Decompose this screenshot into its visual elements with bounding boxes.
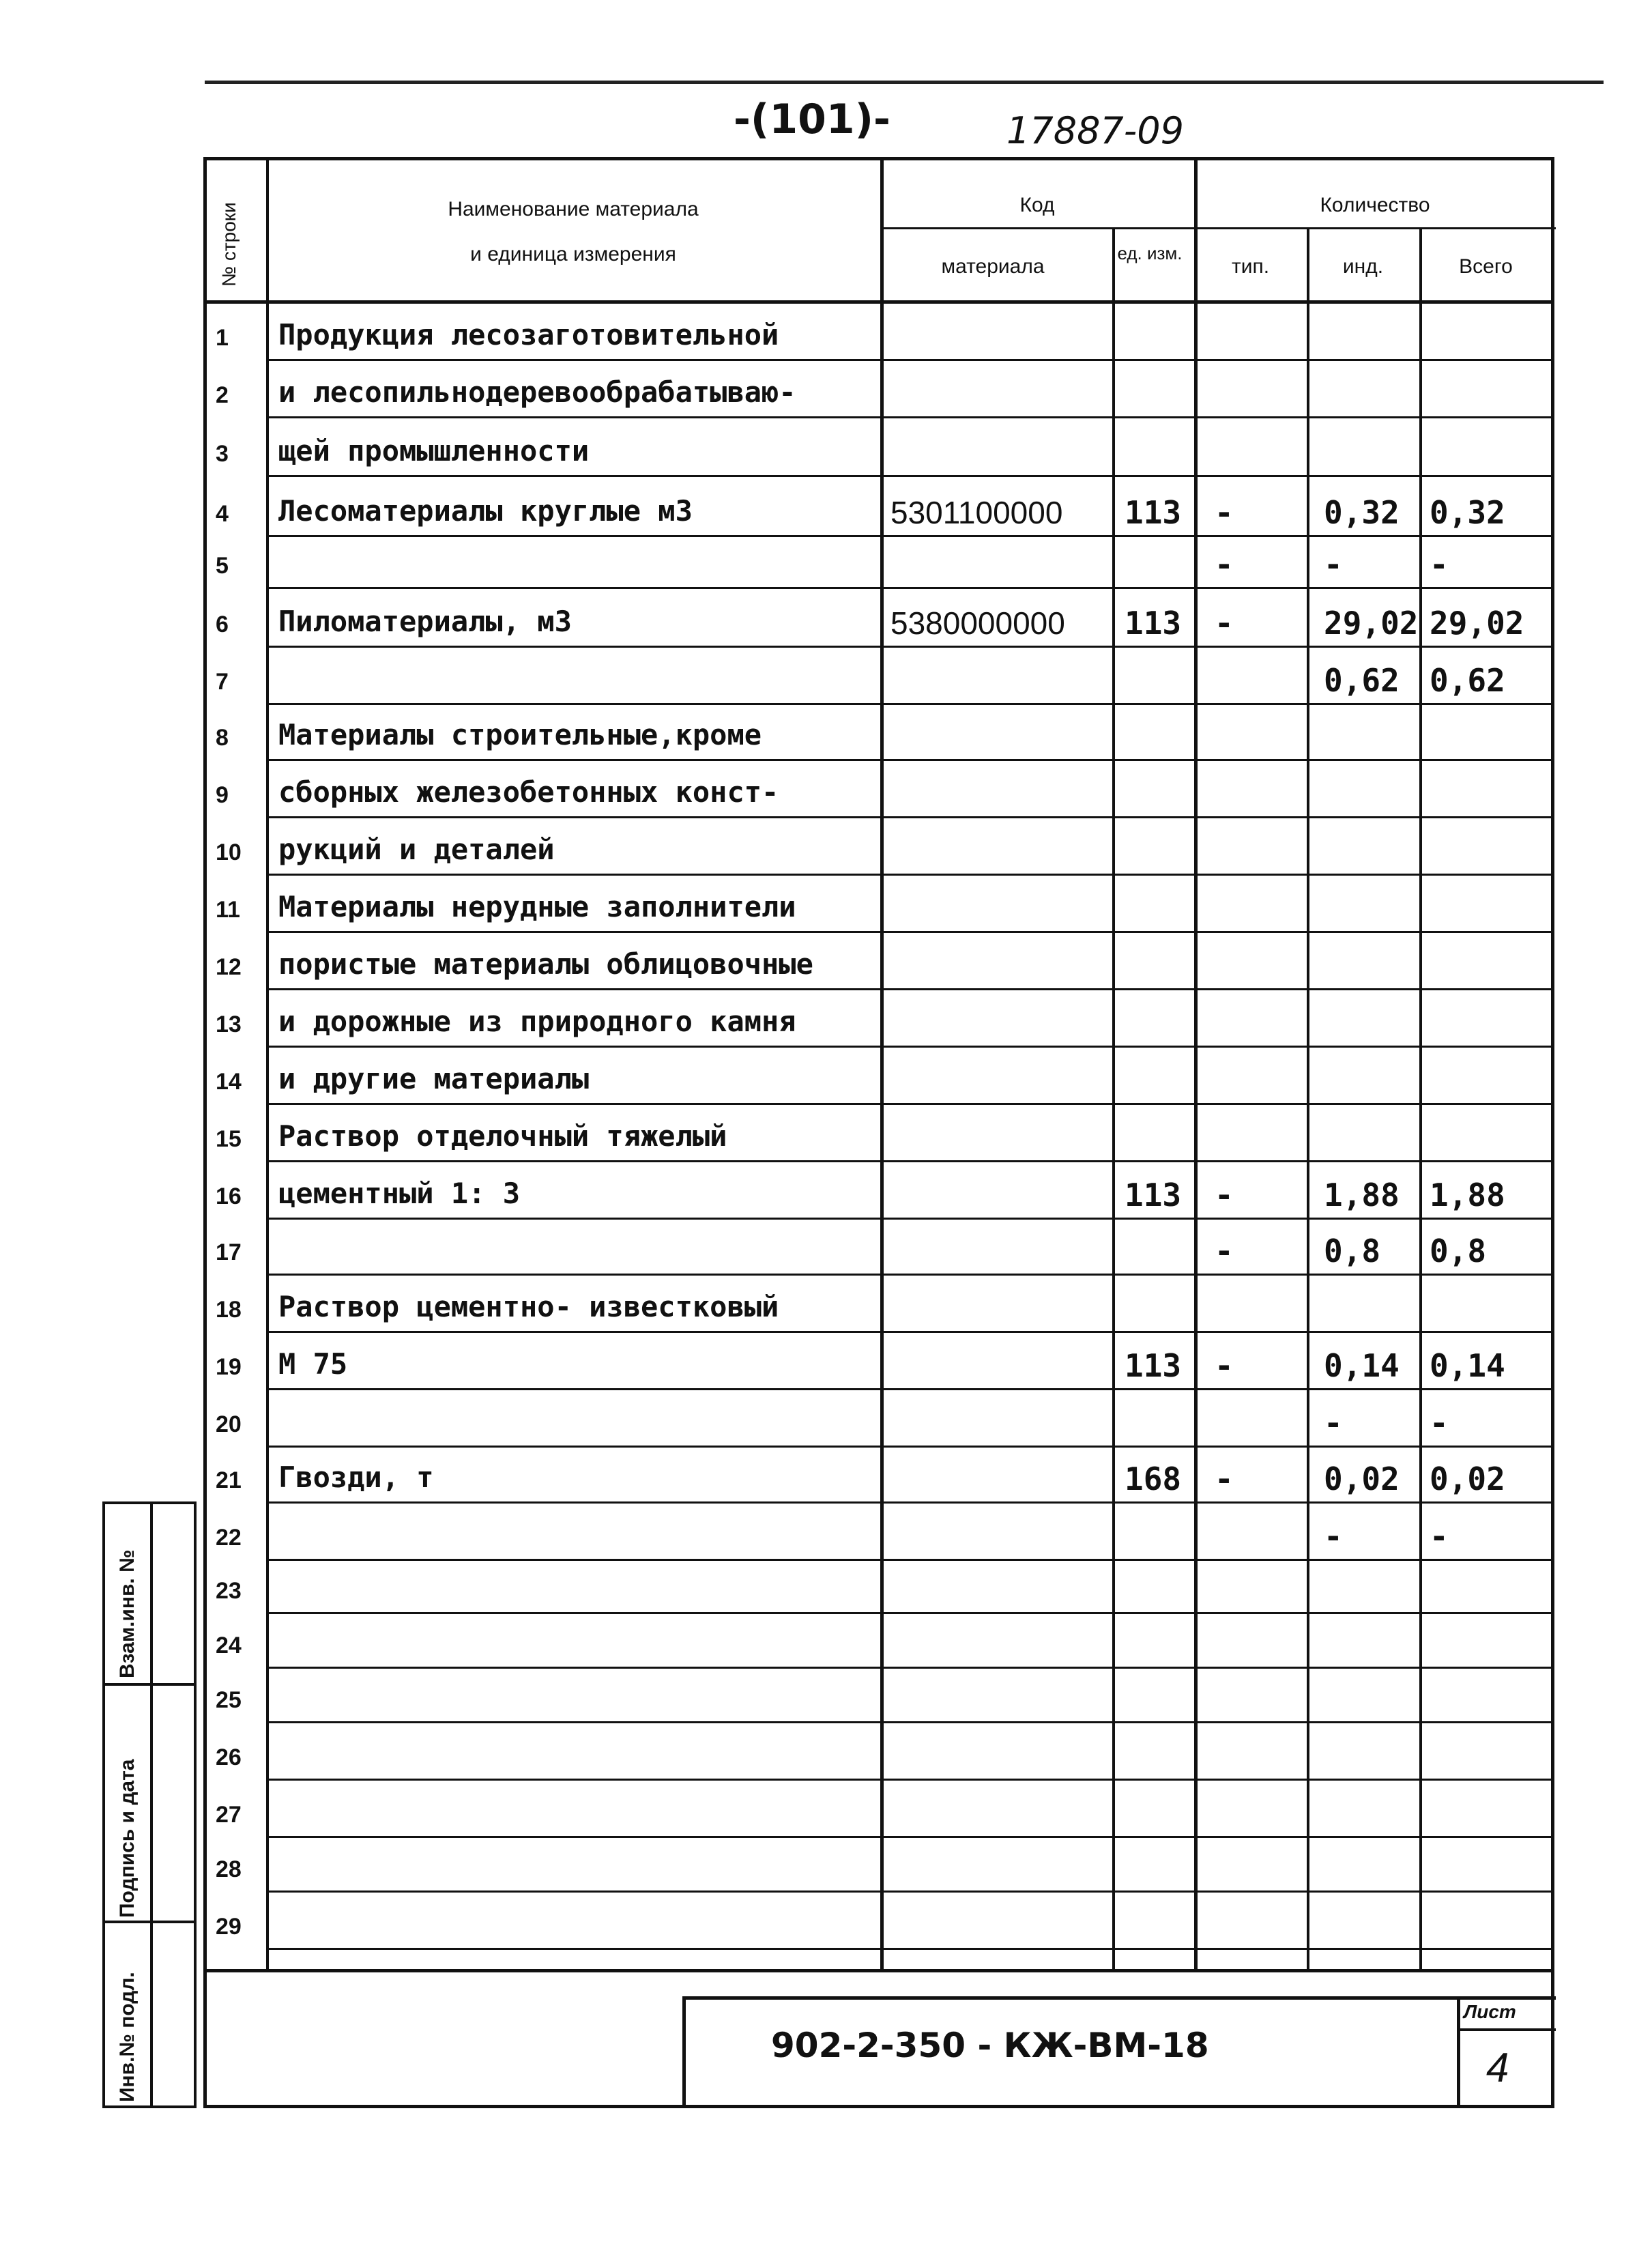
row-number: 1 [216, 325, 229, 351]
top-rule [205, 81, 1604, 84]
row-divider [266, 1836, 1554, 1838]
material-name: Пиломатериалы, м3 [278, 605, 572, 638]
material-name: Материалы строительные,кроме [278, 718, 762, 751]
row-divider [266, 703, 1554, 705]
material-name: сборных железобетонных конст- [278, 775, 779, 809]
qty-typ: - [1215, 1347, 1234, 1384]
row-divider [266, 1721, 1554, 1723]
row-number: 20 [216, 1411, 242, 1437]
qty-ind: 0,32 [1324, 494, 1400, 531]
grid-vline [1112, 229, 1115, 1971]
row-divider [266, 1891, 1554, 1893]
row-divider [266, 1103, 1554, 1105]
unit-code: 113 [1125, 1347, 1182, 1384]
row-number: 4 [216, 501, 229, 527]
code-unit-header: ед. изм. [1117, 243, 1183, 263]
side-stamp-signature-date [102, 1683, 197, 1923]
grid-vline [1194, 157, 1198, 1971]
row-number: 23 [216, 1578, 242, 1604]
row-number: 19 [216, 1354, 242, 1380]
row-divider [266, 931, 1554, 933]
row-number: 26 [216, 1744, 242, 1770]
material-name: и дорожные из природного камня [278, 1005, 796, 1038]
qty-total: 29,02 [1430, 605, 1524, 642]
row-divider [266, 475, 1554, 477]
code-material-header: материала [941, 255, 1045, 278]
qty-total: 0,62 [1430, 662, 1505, 699]
material-name: Гвозди, т [278, 1461, 434, 1494]
quantity-header: Количество [1320, 194, 1430, 216]
row-number: 27 [216, 1802, 242, 1828]
row-divider [266, 1667, 1554, 1669]
qty-typ: - [1215, 546, 1234, 583]
row-divider [266, 1559, 1554, 1561]
row-divider [266, 1501, 1554, 1504]
qty-total: 0,32 [1430, 494, 1505, 531]
material-name: и лесопильнодеревообрабатываю- [278, 375, 796, 409]
row-divider [266, 816, 1554, 818]
material-code: 5380000000 [890, 605, 1065, 641]
row-number: 7 [216, 669, 229, 695]
row-number: 18 [216, 1297, 242, 1323]
row-number-header [203, 157, 266, 300]
title-doc-code: 902-2-350 - КЖ-ВМ-18 [771, 2026, 1209, 2065]
sheet-number: 4 [1486, 2045, 1509, 2090]
row-number: 6 [216, 612, 229, 637]
qty-typ: - [1215, 1233, 1234, 1269]
side-stamp-label-replaced-inv: Взам.инв. № [116, 1549, 139, 1678]
material-name: Лесоматериалы круглые м3 [278, 494, 693, 528]
unit-code: 113 [1125, 494, 1182, 531]
qty-total-header: Всего [1459, 255, 1513, 278]
row-divider [266, 759, 1554, 761]
qty-ind: 1,88 [1324, 1177, 1400, 1213]
row-number: 2 [216, 382, 229, 408]
qty-ind: 0,02 [1324, 1461, 1400, 1497]
row-divider [266, 1331, 1554, 1333]
qty-total: - [1430, 1518, 1449, 1555]
row-number: 9 [216, 782, 229, 808]
row-divider [266, 416, 1554, 418]
qty-total: 0,8 [1430, 1233, 1487, 1269]
table-bottom-line [203, 1969, 1554, 1972]
qty-ind: 0,8 [1324, 1233, 1381, 1269]
row-number: 28 [216, 1856, 242, 1882]
row-divider [266, 874, 1554, 876]
name-header-line2: и единица измерения [470, 243, 676, 265]
row-divider [266, 988, 1554, 990]
side-stamp-replaced-inv [102, 1501, 197, 1686]
grid-vline [266, 157, 269, 1971]
grid-vline [1307, 229, 1309, 1971]
row-divider [266, 1046, 1554, 1048]
qty-total: 1,88 [1430, 1177, 1505, 1213]
material-name: рукций и деталей [278, 833, 555, 866]
grid-hline [880, 227, 1556, 229]
qty-total: - [1430, 1405, 1449, 1441]
row-number: 25 [216, 1687, 242, 1713]
row-divider [266, 359, 1554, 361]
material-name: щей промышленности [278, 434, 590, 468]
material-name: пористые материалы облицовочные [278, 947, 813, 981]
row-number: 17 [216, 1239, 242, 1265]
qty-ind: 0,14 [1324, 1347, 1400, 1384]
row-divider [266, 1388, 1554, 1390]
row-number-header-label: № строки [218, 202, 240, 287]
side-stamp-divider [150, 1501, 153, 2108]
row-divider [266, 1218, 1554, 1220]
row-number: 16 [216, 1183, 242, 1209]
row-number: 24 [216, 1633, 242, 1658]
sheet-box-divider [1457, 1996, 1460, 2108]
side-stamp-label-inv-original: Инв.№ подл. [116, 1972, 139, 2102]
row-divider [266, 646, 1554, 648]
grid-vline [880, 157, 884, 1971]
qty-total: - [1430, 546, 1449, 583]
material-name: М 75 [278, 1347, 348, 1381]
material-name: Продукция лесозаготовительной [278, 318, 779, 351]
qty-typ: - [1215, 494, 1234, 531]
qty-total: 0,02 [1430, 1461, 1505, 1497]
row-number: 8 [216, 725, 229, 751]
row-divider [266, 535, 1554, 537]
header-bottom-line [203, 300, 1554, 304]
side-stamp-inv-original [102, 1921, 197, 2108]
row-divider [266, 1446, 1554, 1448]
material-name: Материалы нерудные заполнители [278, 890, 796, 923]
material-code: 5301100000 [890, 495, 1063, 530]
sheet-box-line [1457, 2028, 1556, 2031]
row-number: 11 [216, 897, 240, 923]
material-name: цементный 1: 3 [278, 1177, 521, 1210]
qty-typ: - [1215, 605, 1234, 642]
grid-vline [1419, 229, 1422, 1971]
material-name: и другие материалы [278, 1062, 590, 1095]
row-number: 21 [216, 1467, 242, 1493]
row-divider [266, 1779, 1554, 1781]
row-divider [266, 1160, 1554, 1162]
row-number: 12 [216, 954, 242, 980]
qty-typ: - [1215, 1461, 1234, 1497]
qty-ind: 29,02 [1324, 605, 1419, 642]
row-divider [266, 1612, 1554, 1614]
qty-ind-header: инд. [1342, 255, 1384, 278]
document-number: 17887-09 [1006, 109, 1184, 152]
qty-typ-header: тип. [1231, 255, 1270, 278]
archive-stamp: -(101)- [734, 96, 890, 143]
qty-ind: 0,62 [1324, 662, 1400, 699]
row-divider [266, 587, 1554, 589]
unit-code: 113 [1125, 605, 1182, 642]
row-number: 14 [216, 1069, 242, 1095]
row-number: 13 [216, 1011, 242, 1037]
unit-code: 113 [1125, 1177, 1182, 1213]
code-header: Код [1019, 194, 1055, 216]
qty-ind: - [1324, 546, 1343, 583]
row-number: 5 [216, 553, 229, 579]
unit-code: 168 [1125, 1461, 1182, 1497]
sheet-label: Лист [1464, 2001, 1516, 2022]
row-number: 10 [216, 839, 242, 865]
qty-ind: - [1324, 1405, 1343, 1441]
row-number: 29 [216, 1914, 242, 1940]
qty-ind: - [1324, 1518, 1343, 1555]
row-number: 22 [216, 1525, 242, 1551]
side-stamp-label-signature-date: Подпись и дата [116, 1759, 139, 1918]
material-name: Раствор отделочный тяжелый [278, 1119, 727, 1153]
name-header-line1: Наименование материала [448, 198, 699, 220]
row-divider [266, 1948, 1554, 1950]
qty-typ: - [1215, 1177, 1234, 1213]
material-name: Раствор цементно- известковый [278, 1290, 779, 1323]
qty-total: 0,14 [1430, 1347, 1505, 1384]
row-number: 15 [216, 1126, 242, 1152]
row-divider [266, 1274, 1554, 1276]
row-number: 3 [216, 441, 229, 467]
